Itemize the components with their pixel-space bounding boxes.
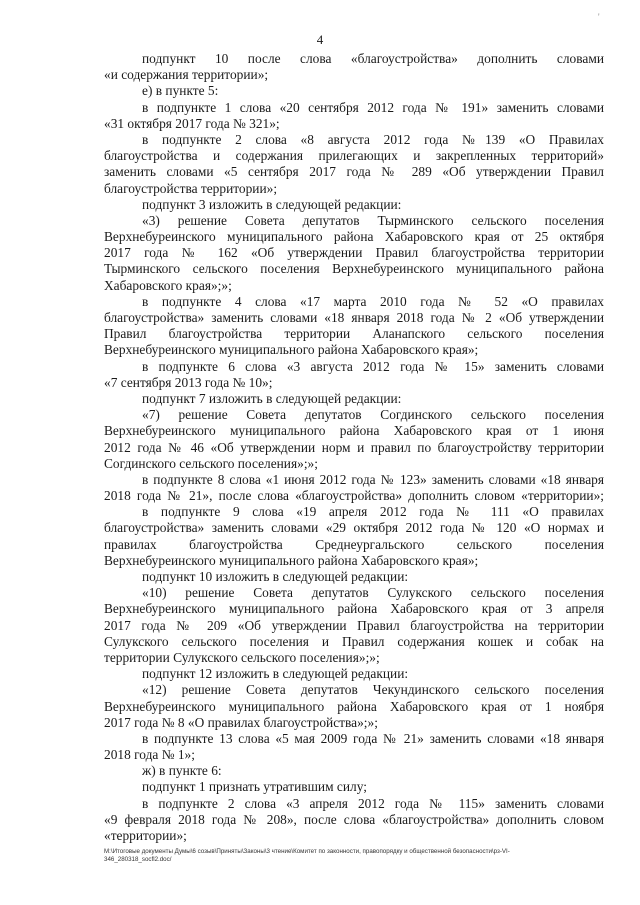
- text-line: Согдинского сельского поселения»;»;: [104, 455, 318, 471]
- text-line: Верхнебуреинского муниципального района Хабаровского края от 1 июня: [104, 423, 604, 439]
- text-line: Верхнебуреинского муниципального района Хабаровского края»;: [104, 552, 479, 568]
- text-line: 2017 года № 209 «Об утверждении Правил благоустройства на территории: [104, 617, 604, 633]
- text-line: подпункт 1 признать утратившим силу;: [142, 779, 367, 795]
- text-line: «7 сентября 2013 года № 10»;: [104, 374, 273, 390]
- text-line: «3) решение Совета депутатов Тырминского сельского поселения: [142, 212, 604, 228]
- text-line: «7) решение Совета депутатов Согдинского сельского поселения: [142, 407, 604, 423]
- text-line: Хабаровского края»;»;: [104, 277, 232, 293]
- text-line: Правил благоустройства территории Аланапского сельского поселения: [104, 326, 604, 342]
- text-line: Тырминского сельского поселения Верхнебуреинского муниципального района: [104, 261, 604, 277]
- text-line: «31 октября 2017 года № 321»;: [104, 115, 280, 131]
- text-line: подпункт 10 после слова «благоустройства» дополнить словами: [142, 51, 604, 66]
- text-line: «12) решение Совета депутатов Чекундинского сельского поселения: [142, 682, 604, 698]
- text-line: благоустройства» заменить словами «29 октября 2012 года № 120 «О нормах и: [104, 520, 604, 536]
- text-line: е) в пункте 5:: [142, 83, 219, 99]
- text-line: ж) в пункте 6:: [142, 763, 222, 779]
- text-line: 2017 года № 162 «Об утверждении Правил благоустройства территории: [104, 245, 604, 261]
- text-line: «и содержания территории»;: [104, 67, 269, 83]
- footer-path-line-1: M:\Итоговые документы Думы\6 созыв\Приняты\Законы\3 чтение\Комитет по законности, правопорядку и общественной безопасности\рз-VI-: [104, 848, 510, 855]
- text-line: Сулукского сельского поселения и Правил содержания кошек и собак на: [104, 633, 604, 649]
- corner-mark: ': [598, 12, 600, 22]
- text-line: 2017 года № 8 «О правилах благоустройства»;»;: [104, 714, 378, 730]
- file-path-footer: [104, 848, 608, 864]
- text-line: подпункт 12 изложить в следующей редакции:: [142, 666, 409, 682]
- text-line: в подпункте 13 слова «5 мая 2009 года № 21» заменить словами «18 января: [142, 730, 604, 746]
- text-line: благоустройства» заменить словами «18 января 2018 года № 2 «Об утверждении: [104, 310, 604, 325]
- text-line: «9 февраля 2018 года № 208», после слова «благоустройства» дополнить словом: [104, 811, 604, 827]
- text-line: заменить словами «5 сентября 2017 года № 289 «Об утверждении Правил: [104, 164, 604, 180]
- text-line: подпункт 3 изложить в следующей редакции:: [142, 196, 402, 212]
- text-line: 2018 года № 1»;: [104, 747, 195, 763]
- document-body: [104, 51, 604, 844]
- text-line: в подпункте 8 слова «1 июня 2012 года № 123» заменить словами «18 января: [142, 471, 604, 487]
- text-line: 2012 года № 46 «Об утверждении норм и правил по благоустройству территории: [104, 439, 604, 455]
- text-line: Верхнебуреинского муниципального района Хабаровского края от 3 апреля: [104, 601, 604, 617]
- text-line: в подпункте 2 слова «8 августа 2012 года №139 «О Правилах: [142, 131, 604, 147]
- text-line: в подпункте 1 слова «20 сентября 2012 года № 191» заменить словами: [142, 99, 604, 115]
- text-line: 2018 года № 21», после слова «благоустройства» дополнить словом «территории»;: [104, 488, 604, 504]
- text-line: в подпункте 9 слова «19 апреля 2012 года № 111 «О правилах: [142, 504, 604, 520]
- page-number: 4: [316, 32, 324, 47]
- text-line: в подпункте 4 слова «17 марта 2010 года № 52 «О правилах: [142, 293, 604, 309]
- text-line: территории Сулукского сельского поселения»;»;: [104, 649, 380, 665]
- footer-path-line-2: 346_280318_socfl2.doc/: [104, 856, 172, 863]
- text-line: Верхнебуреинского муниципального района Хабаровского края от 25 октября: [104, 229, 604, 245]
- text-line: подпункт 7 изложить в следующей редакции:: [142, 390, 402, 406]
- text-line: правилах благоустройства Среднеургальского сельского поселения: [104, 536, 604, 552]
- text-line: в подпункте 6 слова «3 августа 2012 года № 15» заменить словами: [142, 358, 604, 374]
- text-line: «территории»;: [104, 828, 187, 843]
- text-line: подпункт 10 изложить в следующей редакции:: [142, 569, 409, 584]
- text-line: Верхнебуреинского муниципального района Хабаровского края»;: [104, 342, 479, 358]
- text-line: «10) решение Совета депутатов Сулукского сельского поселения: [142, 585, 604, 601]
- text-line: Верхнебуреинского муниципального района Хабаровского края от 1 ноября: [104, 698, 604, 714]
- text-line: благоустройства территории»;: [104, 180, 278, 196]
- text-line: благоустройства и содержания прилегающих и закрепленных территорий»: [104, 148, 604, 164]
- text-line: в подпункте 2 слова «3 апреля 2012 года № 115» заменить словами: [142, 795, 604, 811]
